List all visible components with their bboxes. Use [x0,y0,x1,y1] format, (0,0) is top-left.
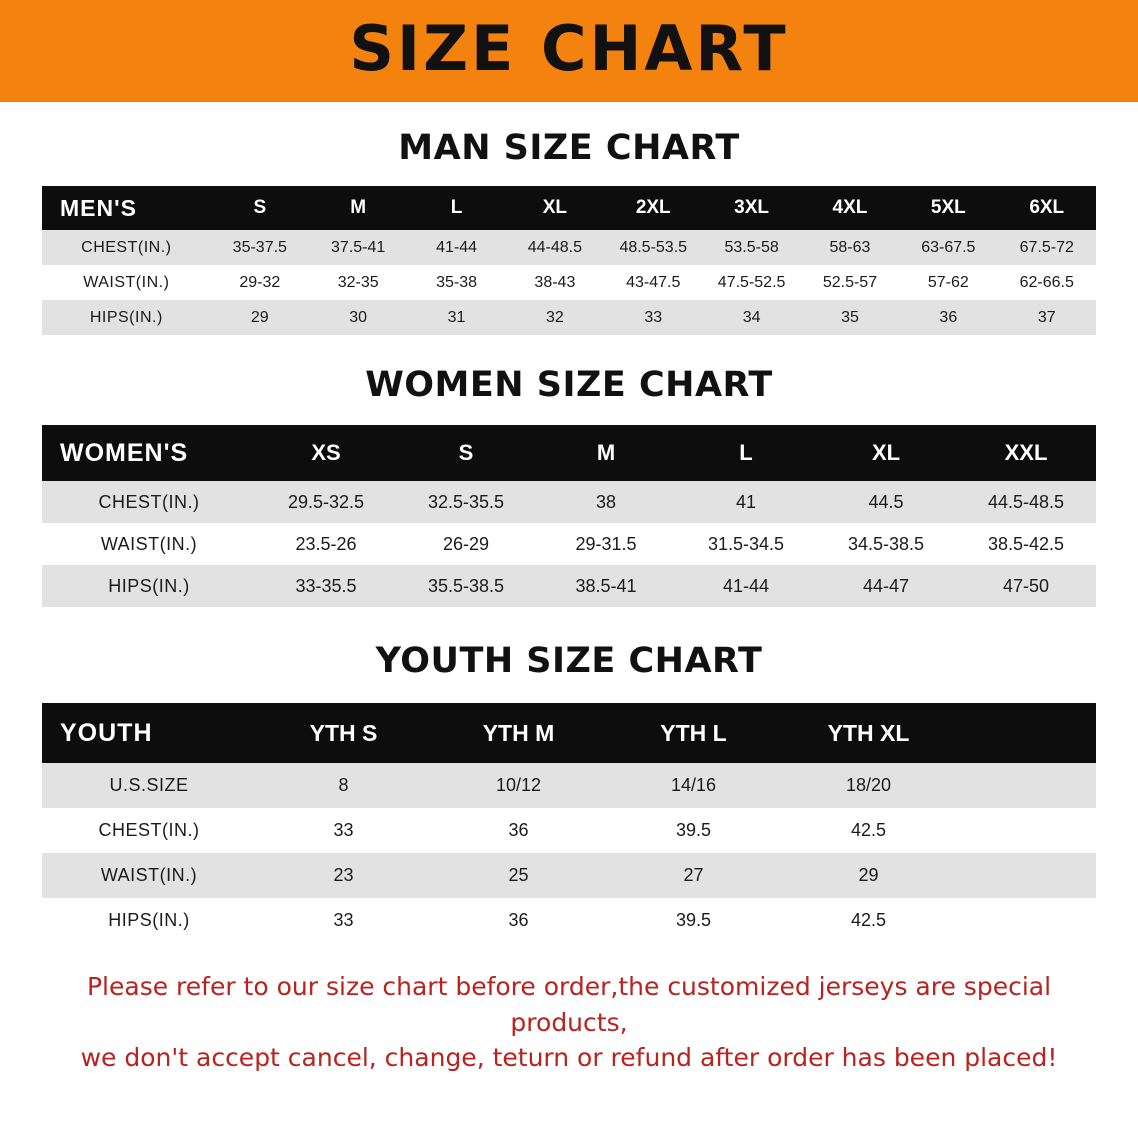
table-cell: 29 [250,308,269,326]
table-cell: 34.5-38.5 [847,533,925,554]
row-label: WAIST(IN.) [83,273,170,291]
row-label: CHEST(IN.) [98,491,200,512]
table-cell: 38 [595,491,617,512]
women-header-row [42,425,1096,481]
banner [0,0,1138,102]
table-cell: 39.5 [675,910,712,930]
women-header-cell: XS [311,440,341,465]
man-size-table [42,186,1096,335]
table-cell: 33-35.5 [295,575,357,596]
table-row [42,300,1096,335]
row-label: WAIST(IN.) [100,533,198,554]
table-cell: 18/20 [845,775,892,795]
table-row [42,763,1096,808]
women-header-cell: L [739,440,753,465]
table-cell: 52.5-57 [822,273,878,291]
youth-header-row [42,703,1096,763]
table-cell: 42.5 [850,910,887,930]
man-header-cell: 5XL [930,197,966,218]
table-row [42,481,1096,523]
youth-size-table [42,703,1096,943]
man-header-cell: S [253,197,267,218]
table-cell-spacer [956,853,1096,898]
table-cell: 33 [644,308,663,326]
table-cell: 38-43 [534,273,576,291]
table-cell: 35.5-38.5 [427,575,505,596]
table-cell: 44-48.5 [527,238,583,256]
table-cell-spacer [956,808,1096,853]
table-cell: 58-63 [829,238,871,256]
table-cell: 27 [683,865,704,885]
disclaimer-line-1: Please refer to our size chart before order,the customized jerseys are special products, [86,972,1052,1037]
man-header-cell: MEN'S [60,194,137,221]
table-cell: 29-31.5 [575,533,637,554]
table-row [42,808,1096,853]
table-cell: 48.5-53.5 [619,238,688,256]
women-table-wrap [42,425,1096,607]
youth-header-cell: YOUTH [60,718,153,747]
women-header-cell: S [458,440,474,465]
page-title: SIZE CHART [349,12,789,85]
women-header-cell: XXL [1004,440,1048,465]
table-cell: 44-47 [862,575,910,596]
table-cell: 41-44 [722,575,770,596]
table-cell: 32-35 [337,273,379,291]
table-row [42,565,1096,607]
table-cell: 35-38 [436,273,477,291]
disclaimer-note [69,969,1069,1076]
table-row [42,853,1096,898]
table-cell: 36 [508,910,529,930]
table-cell: 44.5-48.5 [987,491,1065,512]
table-cell: 34 [742,308,761,326]
youth-header-cell: YTH L [660,719,727,746]
man-header-cell: XL [542,197,568,218]
youth-section-title: YOUTH SIZE CHART [375,641,763,681]
man-header-cell: 4XL [832,197,868,218]
row-label: CHEST(IN.) [98,820,200,840]
table-cell: 31 [447,308,466,326]
table-cell: 29.5-32.5 [287,491,365,512]
table-row [42,898,1096,943]
table-cell: 14/16 [670,775,717,795]
table-cell: 37.5-41 [331,238,386,256]
table-cell: 47-50 [1002,575,1050,596]
row-label: HIPS(IN.) [108,575,190,596]
table-cell: 39.5 [675,820,712,840]
table-cell: 53.5-58 [724,238,779,256]
man-header-cell: L [450,197,463,218]
man-header-cell: M [350,197,367,218]
row-label: WAIST(IN.) [100,865,198,885]
table-cell: 63-67.5 [921,238,976,256]
row-label: HIPS(IN.) [108,910,190,930]
table-cell: 35 [841,308,859,326]
table-cell: 67.5-72 [1019,238,1074,256]
table-row [42,265,1096,300]
table-cell: 33 [333,820,354,840]
table-cell: 62-66.5 [1019,273,1074,291]
table-cell: 38.5-41 [575,575,637,596]
table-cell: 37 [1037,308,1056,326]
table-cell: 10/12 [495,775,542,795]
table-cell: 25 [508,865,529,885]
women-header-cell: XL [871,440,901,465]
table-cell: 36 [939,308,958,326]
man-table-wrap [42,186,1096,335]
table-cell: 41-44 [436,238,477,256]
row-label: CHEST(IN.) [81,238,172,256]
table-cell: 57-62 [927,273,969,291]
table-row [42,230,1096,265]
man-header-cell: 3XL [734,197,770,218]
man-header-cell: 6XL [1029,197,1065,218]
table-cell: 23 [333,865,354,885]
women-header-cell: M [596,440,616,465]
youth-header-spacer [956,703,1096,763]
man-header-row [42,186,1096,230]
table-cell-spacer [956,763,1096,808]
man-section-title: MAN SIZE CHART [398,128,740,168]
table-cell: 8 [338,775,349,795]
table-cell: 43-47.5 [626,273,681,291]
table-cell: 30 [349,308,368,326]
row-label: HIPS(IN.) [89,308,163,326]
table-cell: 38.5-42.5 [987,533,1065,554]
youth-header-cell: YTH M [482,719,555,746]
table-cell: 32.5-35.5 [427,491,505,512]
disclaimer-line-2: we don't accept cancel, change, teturn or refund after order has been placed! [80,1043,1058,1072]
women-header-cell: WOMEN'S [60,438,189,467]
table-cell: 23.5-26 [295,533,357,554]
table-cell: 33 [333,910,354,930]
table-cell: 44.5 [868,491,904,512]
table-cell: 29 [858,865,879,885]
table-cell: 29-32 [239,273,281,291]
table-cell: 31.5-34.5 [707,533,785,554]
table-cell: 41 [735,491,757,512]
table-cell: 36 [508,820,529,840]
women-section-title: WOMEN SIZE CHART [365,365,773,405]
youth-header-cell: YTH XL [827,719,910,746]
man-header-cell: 2XL [635,197,671,218]
table-cell: 35-37.5 [232,238,287,256]
youth-header-cell: YTH S [309,719,378,746]
table-row [42,523,1096,565]
table-cell: 42.5 [850,820,887,840]
table-cell: 32 [545,308,564,326]
row-label: U.S.SIZE [109,775,189,795]
youth-table-wrap [42,703,1096,943]
table-cell: 47.5-52.5 [717,273,786,291]
women-size-table [42,425,1096,607]
table-cell: 26-29 [442,533,490,554]
table-cell-spacer [956,898,1096,943]
